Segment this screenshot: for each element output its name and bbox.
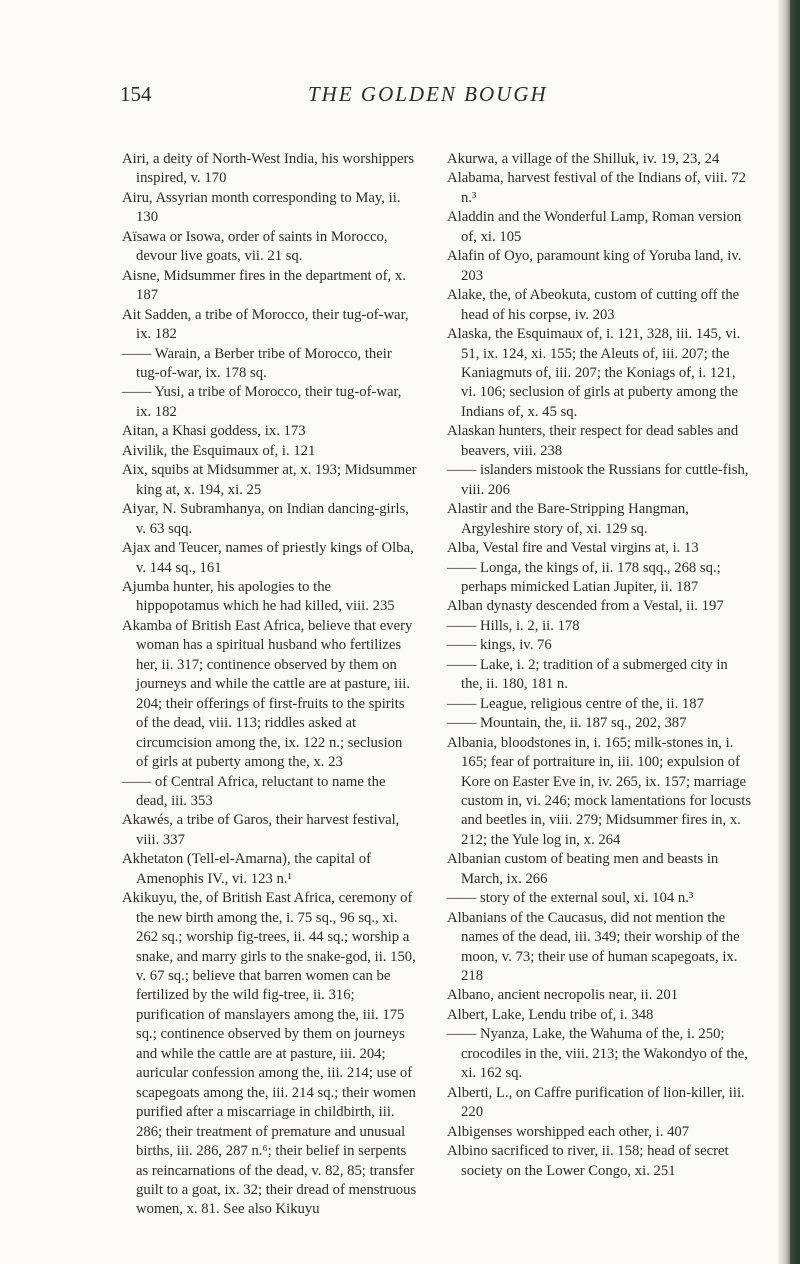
index-entry: Alafin of Oyo, paramount king of Yoruba land, iv. 203 <box>447 248 742 284</box>
index-entry: Aladdin and the Wonderful Lamp, Roman version of, xi. 105 <box>447 209 742 245</box>
index-entry: Albanians of the Caucasus, did not mention the names of the dead, iii. 349; their worship of the moon, v. 73; their use of human scapegoats, ix. 218 <box>447 909 740 985</box>
index-entry: Aisne, Midsummer fires in the department of, x. 187 <box>122 267 406 304</box>
index-entry: —— islanders mistook the Russians for cuttle-fish, viii. 206 <box>447 462 749 498</box>
index-entry: —— League, religious centre of the, ii. 187 <box>447 695 704 712</box>
index-entry: Ait Sadden, a tribe of Morocco, their tug-of-war, ix. 182 <box>122 306 409 343</box>
index-entry: Alastir and the Bare-Stripping Hangman, Argyleshire story of, xi. 129 sq. <box>447 501 689 537</box>
index-entry: Akurwa, a village of the Shilluk, iv. 19, 23, 24 <box>447 151 720 167</box>
index-entry: —— story of the external soul, xi. 104 n.³ <box>447 890 694 907</box>
index-entry: Albino sacrificed to river, ii. 158; head of secret society on the Lower Congo, xi. 251 <box>447 1143 729 1179</box>
index-entry: Airu, Assyrian month corresponding to May, ii. 130 <box>122 189 401 226</box>
index-entry: Aivilik, the Esquimaux of, i. 121 <box>122 442 316 459</box>
index-column-left <box>122 150 417 1220</box>
index-entry: Airi, a deity of North-West India, his worshippers inspired, v. 170 <box>122 151 415 187</box>
running-title: THE GOLDEN BOUGH <box>308 82 548 106</box>
index-entry: —— Longa, the kings of, ii. 178 sqq., 268 sq.; perhaps mimicked Latian Jupiter, ii. 187 <box>447 559 721 595</box>
index-entry: Alake, the, of Abeokuta, custom of cutting off the head of his corpse, iv. 203 <box>447 287 740 323</box>
index-entry: Albania, bloodstones in, i. 165; milk-stones in, i. 165; fear of portraiture in, iii. 100; expulsion of Kore on Easter Eve in, iv. 265, ix. 157; marriage custom in, vi. 246; mock lamentations for locusts and beetles in, viii. 279; Midsummer fires in, x. 212; the Yule log in, x. 264 <box>447 734 752 848</box>
index-entry: Albano, ancient necropolis near, ii. 201 <box>447 987 679 1004</box>
index-entry: —— Mountain, the, ii. 187 sq., 202, 387 <box>447 715 687 732</box>
index-entry: Alba, Vestal fire and Vestal virgins at, i. 13 <box>447 540 699 557</box>
index-entry: Aix, squibs at Midsummer at, x. 193; Midsummer king at, x. 194, xi. 25 <box>122 462 417 498</box>
index-entry: Aiyar, N. Subramhanya, on Indian dancing-girls, v. 63 sqq. <box>122 501 409 537</box>
index-entry: Alban dynasty descended from a Vestal, ii. 197 <box>447 598 724 615</box>
page-number: 154 <box>120 82 152 106</box>
index-entry: —— Lake, i. 2; tradition of a submerged city in the, ii. 180, 181 n. <box>447 656 728 693</box>
index-entry: —— Yusi, a tribe of Morocco, their tug-of-war, ix. 182 <box>122 384 402 420</box>
page-header <box>120 82 740 114</box>
index-entry: Akawés, a tribe of Garos, their harvest festival, viii. 337 <box>122 812 400 848</box>
index-entry: —— Warain, a Berber tribe of Morocco, their tug-of-war, ix. 178 sq. <box>122 345 392 381</box>
index-entry: Ajax and Teucer, names of priestly kings of Olba, v. 144 sq., 161 <box>122 540 414 576</box>
index-entry: Albert, Lake, Lendu tribe of, i. 348 <box>447 1006 654 1023</box>
index-entry: Alaskan hunters, their respect for dead sables and beavers, viii. 238 <box>447 423 739 459</box>
index-entry: —— kings, iv. 76 <box>447 637 552 654</box>
index-entry: Akamba of British East Africa, believe that every woman has a spiritual husband who fertilizes her, ii. 317; continence observed by them on journeys and while the cattle are at pasture, iii. 204; their offerings of first-fruits to the spirits of the dead, viii. 113; riddles asked at circumcision among the, ix. 122 n.; seclusion of girls at puberty among the, x. 23 <box>122 617 413 771</box>
index-entry: Ajumba hunter, his apologies to the hippopotamus which he had killed, viii. 235 <box>122 578 395 615</box>
book-binding-edge <box>790 0 800 1264</box>
index-entry: Akhetaton (Tell-el-Amarna), the capital of Amenophis IV., vi. 123 n.¹ <box>122 851 371 887</box>
index-entry: Akikuyu, the, of British East Africa, ceremony of the new birth among the, i. 75 sq., 96 sq., xi. 262 sq.; worship fig-trees, ii. 44 sq.; worship a snake, and marry girls to the snake-god, ii. 150, v. 67 sq.; believe that barren women can be fertilized by the wild fig-tree, ii. 316; purification of manslayers among the, iii. 175 sq.; continence observed by them on journeys and while the cattle are at pasture, iii. 204; auricular confession among the, iii. 214; use of scapegoats among the, iii. 214 sq.; their women purified after a miscarriage in childbirth, iii. 286; their treatment of premature and unusual births, iii. 286, 287 n.⁶; their belief in serpents as reincarnations of the dead, v. 82, 85; transfer guilt to a goat, ix. 32; their dread of menstruous women, x. 81. See also Kikuyu <box>122 890 417 1218</box>
index-column-right <box>447 150 752 1181</box>
index-entry: Alberti, L., on Caffre purification of lion-killer, iii. 220 <box>447 1084 745 1121</box>
index-entry: —— of Central Africa, reluctant to name the dead, iii. 353 <box>122 773 386 809</box>
index-entry: Albigenses worshipped each other, i. 407 <box>447 1123 690 1140</box>
index-entry: —— Nyanza, Lake, the Wahuma of the, i. 250; crocodiles in the, viii. 213; the Wakondyo of the, xi. 162 sq. <box>447 1026 748 1082</box>
index-entry: Alabama, harvest festival of the Indians of, viii. 72 n.³ <box>447 170 746 206</box>
index-entry: Aitan, a Khasi goddess, ix. 173 <box>122 423 306 440</box>
index-entry: Albanian custom of beating men and beasts in March, ix. 266 <box>447 851 719 887</box>
index-entry: Alaska, the Esquimaux of, i. 121, 328, iii. 145, vi. 51, ix. 124, xi. 155; the Aleuts of, iii. 207; the Kaniagmuts of, iii. 207; the Koniags of, i. 121, vi. 106; seclusion of girls at puberty among the Indians of, x. 45 sq. <box>447 326 741 420</box>
index-entry: Aïsawa or Isowa, order of saints in Morocco, devour live goats, vii. 21 sq. <box>122 228 388 265</box>
index-entry: —— Hills, i. 2, ii. 178 <box>447 617 580 634</box>
